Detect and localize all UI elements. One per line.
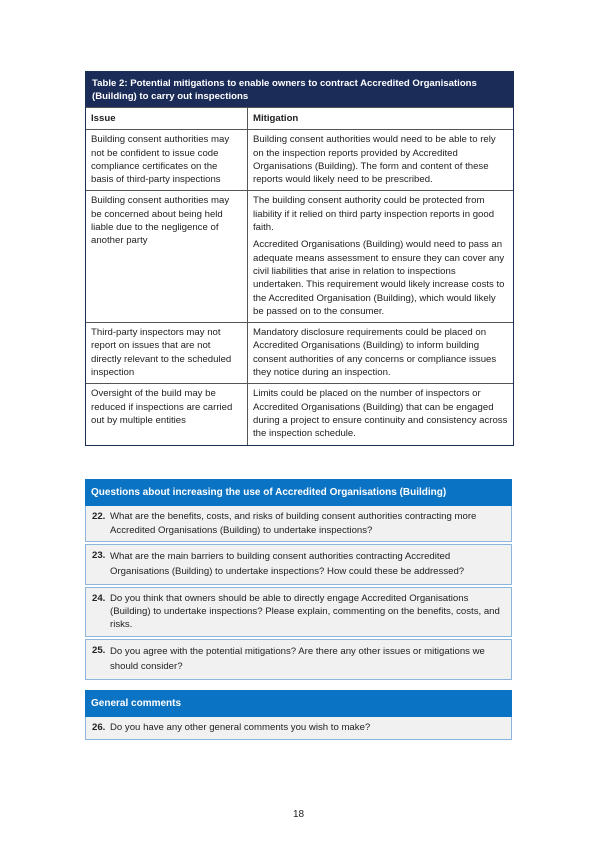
mitigation-cell <box>248 191 513 322</box>
question-text: What are the main barriers to building consent authorities contracting Accredited Organisations (Building) to undertake inspections? How could these be addressed? <box>110 550 465 578</box>
issue-cell: Building consent authorities may be concerned about being held liable due to the negligence of another party <box>86 191 248 322</box>
question-item <box>85 544 512 585</box>
mitigation-text: The building consent authority could be protected from liability if it relied on third party inspection reports in good faith. <box>253 195 495 234</box>
header-mitigation: Mitigation <box>253 113 299 124</box>
question-text: What are the benefits, costs, and risks of building consent authorities contracting more Accredited Organisations (Building) to undertake inspections? <box>110 511 477 536</box>
question-item <box>85 506 512 542</box>
question-number: 25. <box>92 644 106 656</box>
issue-cell: Third-party inspectors may not report on issues that are not directly relevant to the scheduled inspection <box>86 323 248 383</box>
questions-heading: Questions about increasing the use of Accredited Organisations (Building) <box>85 479 512 506</box>
question-item <box>85 717 512 739</box>
mitigation-text: Mandatory disclosure requirements could be placed on Accredited Organisations (Building) to inform building consent authorities of any concerns or compliance issues they notice during an inspection. <box>253 327 497 379</box>
table-caption: Table 2: Potential mitigations to enable owners to contract Accredited Organisations (Building) to carry out inspections <box>86 72 513 107</box>
mitigations-table <box>85 71 514 446</box>
questions-box <box>85 479 512 680</box>
question-item <box>85 587 512 637</box>
issue-cell: Oversight of the build may be reduced if inspections are carried out by multiple entities <box>86 384 248 444</box>
question-text: Do you think that owners should be able to directly engage Accredited Organisations (Building) to undertake inspections? Please explain, commenting on the benefits, costs, and risks. <box>110 592 500 631</box>
general-comments-box <box>85 690 512 740</box>
table-row <box>86 322 513 383</box>
page-number: 18 <box>292 809 305 820</box>
mitigation-cell <box>248 130 513 190</box>
question-text: Do you have any other general comments you wish to make? <box>110 722 371 734</box>
header-issue: Issue <box>86 108 248 129</box>
mitigation-cell <box>248 323 513 383</box>
mitigation-text: Limits could be placed on the number of inspectors or Accredited Organisations (Building) that can be engaged during a project to ensure continuity and consistency across the inspection schedule. <box>253 388 508 440</box>
mitigation-cell <box>248 384 513 444</box>
question-number: 26. <box>92 722 106 734</box>
table-row <box>86 129 513 190</box>
question-number: 24. <box>92 592 106 604</box>
question-item <box>85 639 512 680</box>
issue-cell: Building consent authorities may not be confident to issue code compliance certificates on the basis of third-party inspections <box>86 130 248 190</box>
mitigation-text: Accredited Organisations (Building) would need to pass an adequate means assessment to ensure they can cover any civil liabilities that arise in relation to inspections undertaken. This requirement would likely increase costs to the Accredited Organisation (Building), which would likely be passed on to the consumer. <box>253 239 505 317</box>
question-text: Do you agree with the potential mitigations? Are there any other issues or mitigations we should consider? <box>110 645 485 673</box>
table-header-row <box>86 107 513 129</box>
question-number: 22. <box>92 511 106 523</box>
table-row <box>86 383 513 444</box>
table-row <box>86 190 513 322</box>
question-number: 23. <box>92 549 106 561</box>
general-heading: General comments <box>85 690 512 717</box>
mitigation-text: Building consent authorities would need to be able to rely on the inspection reports provided by Accredited Organisations (Building). The form and content of these reports would likely need to be prescribed. <box>253 134 496 186</box>
